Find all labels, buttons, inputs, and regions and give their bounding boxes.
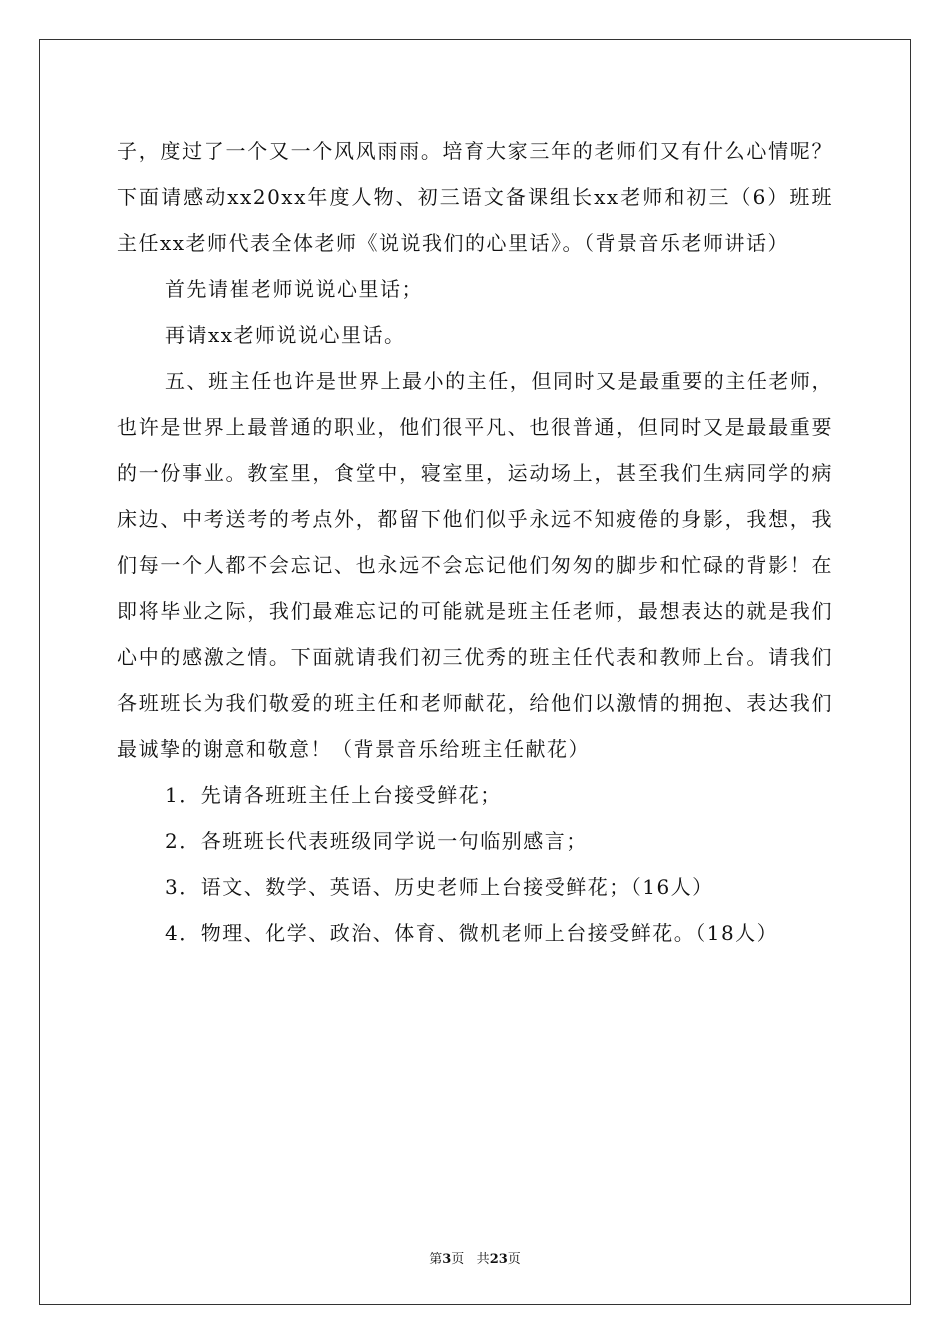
- document-body: [117, 128, 833, 956]
- footer-page-suffix: 页: [451, 1252, 465, 1267]
- paragraph-2: 首先请崔老师说说心里话；: [165, 277, 423, 301]
- paragraph-3: 再请xx老师说说心里话。: [165, 323, 406, 347]
- total-page-count: 23: [489, 1252, 508, 1267]
- list-item-2: 2．各班班长代表班级同学说一句临别感言；: [165, 829, 588, 853]
- list-item-3: 3．语文、数学、英语、历史老师上台接受鲜花；（16人）: [165, 875, 714, 899]
- paragraph-1: 子，度过了一个又一个风风雨雨。培育大家三年的老师们又有什么心情呢？下面请感动xx20xx年度人物、初三语文备课组长xx老师和初三（6）班班主任xx老师代表全体老师《说说我们的心里话》。（背景音乐老师讲话）: [117, 139, 833, 255]
- footer-prefix: 第: [429, 1252, 443, 1267]
- current-page-number: 3: [442, 1252, 452, 1267]
- footer-total-prefix: 共: [476, 1252, 490, 1267]
- list-item-4: 4．物理、化学、政治、体育、微机老师上台接受鲜花。（18人）: [165, 921, 779, 945]
- list-item-1: 1．先请各班班主任上台接受鲜花；: [165, 783, 502, 807]
- paragraph-4: 五、班主任也许是世界上最小的主任，但同时又是最重要的主任老师，也许是世界上最普通的职业，他们很平凡、也很普通，但同时又是最最重要的一份事业。教室里，食堂中，寝室里，运动场上，甚至我们生病同学的病床边、中考送考的考点外，都留下他们似乎永远不知疲倦的身影，我想，我们每一个人都不会忘记、也永远不会忘记他们匆匆的脚步和忙碌的背影！在即将毕业之际，我们最难忘记的可能就是班主任老师，最想表达的就是我们心中的感激之情。下面就请我们初三优秀的班主任代表和教师上台。请我们各班班长为我们敬爱的班主任和老师献花，给他们以激情的拥抱、表达我们最诚挚的谢意和敬意！（背景音乐给班主任献花）: [117, 369, 833, 761]
- footer-total-suffix: 页: [507, 1252, 521, 1267]
- page-footer: [0, 1248, 950, 1267]
